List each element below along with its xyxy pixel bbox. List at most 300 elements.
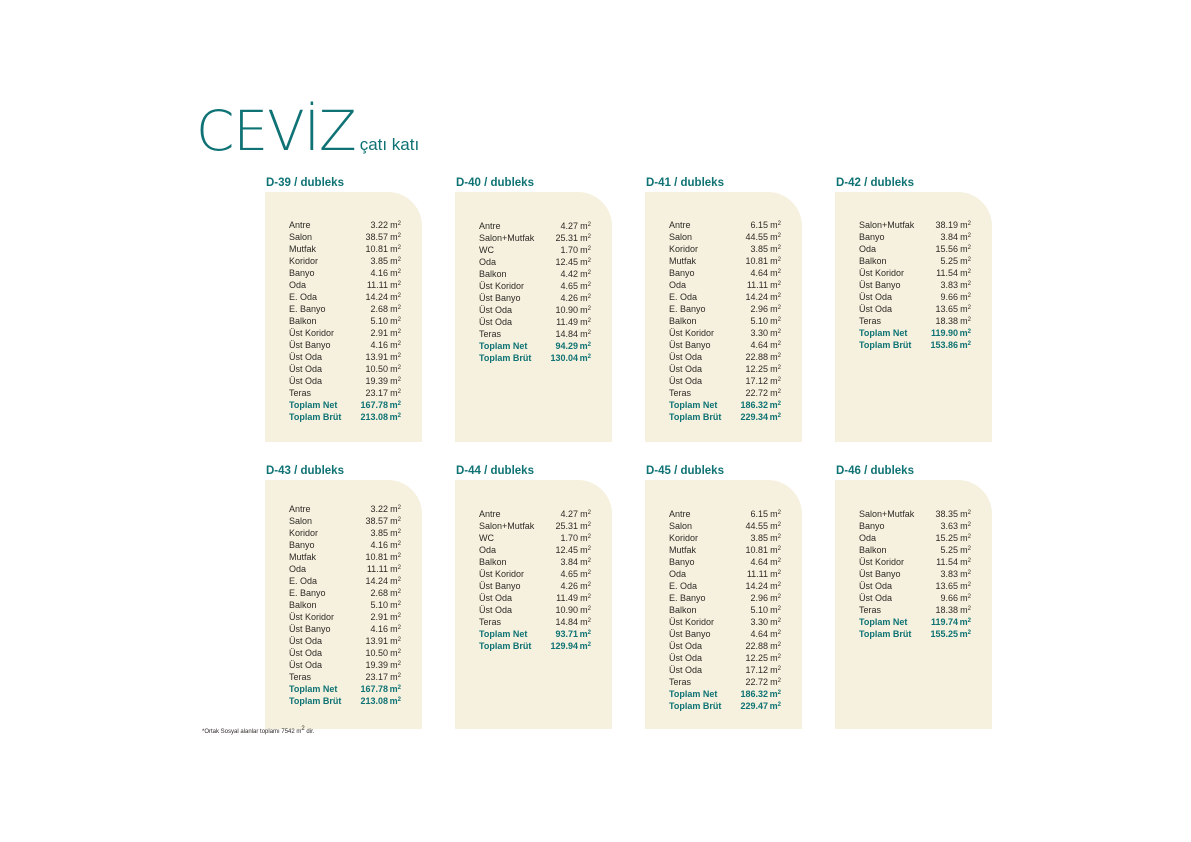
area-unit: $m^2$	[580, 617, 591, 627]
room-area: 3.22	[370, 220, 388, 230]
unit-title: D-44 / dubleks	[456, 465, 534, 477]
area-unit: $m^2$	[960, 521, 971, 531]
room-name: Üst Oda	[859, 292, 893, 302]
area-unit: $m^2$	[390, 540, 401, 550]
room-name: Oda	[289, 280, 307, 290]
room-row	[669, 303, 781, 315]
room-name: Üst Oda	[669, 653, 703, 663]
room-area: 23.17	[365, 388, 388, 398]
room-row	[289, 659, 401, 671]
room-area: 3.85	[750, 244, 768, 254]
room-row	[669, 640, 781, 652]
area-unit: $m^2$	[960, 256, 971, 266]
room-area: 10.90	[555, 305, 578, 315]
room-row	[669, 676, 781, 688]
area-table	[835, 480, 992, 729]
area-unit: $m^2$	[960, 304, 971, 314]
area-unit: $m^2$	[770, 244, 781, 254]
area-table	[645, 192, 802, 442]
room-row	[289, 255, 401, 267]
room-row	[289, 267, 401, 279]
room-row	[479, 532, 591, 544]
room-area: 14.84	[555, 617, 578, 627]
total-label: Toplam Net	[479, 629, 528, 639]
room-name: Üst Banyo	[289, 340, 331, 350]
room-area: 12.25	[745, 364, 768, 374]
room-row	[289, 575, 401, 587]
room-row	[289, 279, 401, 291]
area-unit: $m^2$	[579, 629, 591, 639]
room-name: Mutfak	[669, 545, 697, 555]
area-unit: $m^2$	[580, 293, 591, 303]
room-row	[859, 267, 971, 279]
room-name: Üst Koridor	[669, 617, 715, 627]
room-row	[669, 556, 781, 568]
room-area: 10.81	[365, 552, 388, 562]
room-area: 11.11	[746, 569, 768, 579]
area-unit: $m^2$	[960, 509, 971, 519]
room-name: Banyo	[859, 232, 885, 242]
room-row	[289, 503, 401, 515]
room-area: 38.57	[365, 516, 388, 526]
area-unit: $m^2$	[579, 641, 591, 651]
unit-title: D-39 / dubleks	[266, 177, 344, 189]
area-unit: $m^2$	[960, 232, 971, 242]
room-row	[669, 339, 781, 351]
room-row	[479, 508, 591, 520]
room-row	[669, 279, 781, 291]
room-row	[479, 520, 591, 532]
room-name: Teras	[669, 677, 692, 687]
room-row	[289, 587, 401, 599]
room-area: 5.25	[940, 545, 958, 555]
total-row	[859, 339, 971, 351]
room-area: 2.68	[370, 588, 388, 598]
room-name: Balkon	[479, 557, 507, 567]
room-name: Banyo	[289, 268, 315, 278]
project-name: CEVİZ	[196, 99, 356, 163]
room-row	[669, 267, 781, 279]
room-row	[289, 387, 401, 399]
area-unit: $m^2$	[580, 245, 591, 255]
area-unit: $m^2$	[580, 329, 591, 339]
total-value: 130.04	[550, 353, 578, 363]
area-unit: $m^2$	[580, 581, 591, 591]
room-area: 5.10	[370, 316, 388, 326]
area-unit: $m^2$	[770, 581, 781, 591]
room-name: Banyo	[289, 540, 315, 550]
area-unit: $m^2$	[960, 593, 971, 603]
area-unit: $m^2$	[580, 305, 591, 315]
room-row	[289, 363, 401, 375]
room-name: Üst Banyo	[479, 581, 521, 591]
room-row	[479, 604, 591, 616]
area-unit: $m^2$	[769, 412, 781, 422]
area-unit: $m^2$	[960, 545, 971, 555]
total-row	[289, 399, 401, 411]
area-unit: $m^2$	[390, 220, 401, 230]
room-area: 10.50	[365, 364, 388, 374]
area-unit: $m^2$	[390, 588, 401, 598]
area-unit: $m^2$	[960, 581, 971, 591]
room-row	[669, 520, 781, 532]
room-area: 2.91	[370, 328, 388, 338]
room-name: Antre	[479, 221, 501, 231]
room-row	[289, 327, 401, 339]
room-name: Koridor	[669, 533, 699, 543]
room-name: Teras	[479, 617, 502, 627]
room-area: 11.11	[746, 280, 768, 290]
room-row	[669, 255, 781, 267]
room-area: 5.25	[940, 256, 958, 266]
area-unit: $m^2$	[580, 509, 591, 519]
area-unit: $m^2$	[770, 641, 781, 651]
room-row	[479, 232, 591, 244]
room-row	[289, 243, 401, 255]
room-name: Oda	[859, 533, 877, 543]
room-name: E. Oda	[289, 576, 318, 586]
footnote: *Ortak Sosyal alanlar toplamı 7542 $m^2$ dir.	[202, 726, 315, 735]
area-unit: $m^2$	[390, 564, 401, 574]
room-row	[289, 527, 401, 539]
area-unit: $m^2$	[770, 292, 781, 302]
room-name: Antre	[289, 504, 311, 514]
room-name: Üst Banyo	[669, 340, 711, 350]
total-value: 119.90	[930, 328, 958, 338]
room-row	[479, 556, 591, 568]
room-row	[289, 563, 401, 575]
area-unit: $m^2$	[960, 292, 971, 302]
area-unit: $m^2$	[390, 388, 401, 398]
room-area: 10.90	[555, 605, 578, 615]
area-unit: $m^2$	[770, 352, 781, 362]
room-name: Oda	[479, 545, 497, 555]
room-name: Üst Oda	[289, 376, 323, 386]
area-unit: $m^2$	[960, 557, 971, 567]
room-area: 19.39	[365, 660, 388, 670]
total-value: 229.34	[740, 412, 768, 422]
room-name: E. Oda	[289, 292, 318, 302]
area-unit: $m^2$	[770, 268, 781, 278]
room-row	[669, 568, 781, 580]
room-row	[289, 671, 401, 683]
area-unit: $m^2$	[389, 412, 401, 422]
room-name: Üst Banyo	[859, 280, 901, 290]
room-name: Üst Koridor	[859, 557, 905, 567]
room-area: 6.15	[750, 220, 768, 230]
area-unit: $m^2$	[580, 533, 591, 543]
room-name: Üst Koridor	[669, 328, 715, 338]
room-area: 13.65	[935, 304, 958, 314]
total-row	[669, 688, 781, 700]
area-unit: $m^2$	[959, 629, 971, 639]
total-row	[479, 628, 591, 640]
total-label: Toplam Brüt	[669, 701, 722, 711]
room-name: Üst Koridor	[479, 569, 525, 579]
room-row	[289, 339, 401, 351]
area-table	[645, 480, 802, 729]
room-row	[479, 580, 591, 592]
room-area: 11.49	[556, 317, 578, 327]
area-table	[835, 192, 992, 442]
total-row	[859, 616, 971, 628]
total-label: Toplam Brüt	[669, 412, 722, 422]
total-label: Toplam Net	[669, 400, 718, 410]
room-area: 4.64	[750, 629, 768, 639]
total-row	[479, 352, 591, 364]
area-unit: $m^2$	[389, 696, 401, 706]
area-unit: $m^2$	[580, 269, 591, 279]
room-row	[669, 616, 781, 628]
room-row	[479, 316, 591, 328]
room-name: Üst Koridor	[289, 612, 335, 622]
room-area: 3.85	[370, 256, 388, 266]
room-row	[289, 539, 401, 551]
room-name: Üst Oda	[479, 305, 513, 315]
room-area: 3.85	[750, 533, 768, 543]
room-area: 13.65	[935, 581, 958, 591]
area-unit: $m^2$	[769, 400, 781, 410]
room-name: WC	[479, 245, 494, 255]
area-table	[455, 192, 612, 442]
area-unit: $m^2$	[770, 533, 781, 543]
room-row	[669, 508, 781, 520]
area-unit: $m^2$	[770, 316, 781, 326]
area-unit: $m^2$	[580, 569, 591, 579]
room-row	[669, 231, 781, 243]
room-name: Üst Oda	[479, 605, 513, 615]
room-area: 22.72	[745, 677, 768, 687]
area-unit: $m^2$	[959, 328, 971, 338]
room-area: 3.22	[370, 504, 388, 514]
area-unit: $m^2$	[580, 281, 591, 291]
room-area: 3.30	[750, 328, 768, 338]
area-unit: $m^2$	[770, 232, 781, 242]
area-unit: $m^2$	[580, 233, 591, 243]
area-unit: $m^2$	[770, 557, 781, 567]
room-name: WC	[479, 533, 494, 543]
unit-title: D-43 / dubleks	[266, 465, 344, 477]
room-area: 10.50	[365, 648, 388, 658]
room-area: 18.38	[935, 605, 958, 615]
unit-title: D-42 / dubleks	[836, 177, 914, 189]
area-unit: $m^2$	[390, 244, 401, 254]
room-area: 13.91	[365, 636, 388, 646]
room-name: Banyo	[669, 268, 695, 278]
area-unit: $m^2$	[960, 605, 971, 615]
room-area: 44.55	[745, 521, 768, 531]
total-value: 213.08	[360, 412, 388, 422]
area-unit: $m^2$	[390, 600, 401, 610]
room-row	[289, 219, 401, 231]
area-unit: $m^2$	[959, 340, 971, 350]
total-value: 93.71	[555, 629, 578, 639]
room-name: Koridor	[669, 244, 699, 254]
room-name: Koridor	[289, 528, 319, 538]
room-row	[289, 515, 401, 527]
room-area: 9.66	[940, 593, 958, 603]
room-area: 18.38	[935, 316, 958, 326]
room-row	[479, 268, 591, 280]
room-area: 4.27	[560, 221, 578, 231]
area-unit: $m^2$	[390, 648, 401, 658]
room-area: 2.96	[750, 304, 768, 314]
room-row	[669, 664, 781, 676]
room-name: Mutfak	[289, 552, 317, 562]
room-area: 14.24	[365, 292, 388, 302]
room-name: Balkon	[859, 545, 887, 555]
room-area: 3.63	[940, 521, 958, 531]
room-row	[859, 231, 971, 243]
total-value: 186.32	[740, 689, 768, 699]
room-row	[289, 231, 401, 243]
room-name: Üst Banyo	[289, 624, 331, 634]
room-area: 14.84	[555, 329, 578, 339]
room-area: 5.10	[750, 605, 768, 615]
room-name: Salon	[669, 521, 693, 531]
total-row	[669, 399, 781, 411]
room-row	[289, 599, 401, 611]
room-area: 25.31	[555, 233, 578, 243]
room-row	[859, 520, 971, 532]
room-row	[669, 628, 781, 640]
room-name: Balkon	[669, 316, 697, 326]
room-area: 4.16	[370, 268, 388, 278]
room-name: Üst Oda	[859, 581, 893, 591]
area-unit: $m^2$	[770, 569, 781, 579]
room-area: 5.10	[370, 600, 388, 610]
area-unit: $m^2$	[770, 256, 781, 266]
room-area: 1.70	[560, 245, 578, 255]
room-row	[669, 363, 781, 375]
room-area: 12.45	[555, 545, 578, 555]
total-value: 167.78	[360, 400, 388, 410]
area-unit: $m^2$	[770, 605, 781, 615]
room-area: 3.83	[940, 569, 958, 579]
room-name: Üst Oda	[289, 636, 323, 646]
total-label: Toplam Brüt	[479, 353, 532, 363]
room-area: 19.39	[365, 376, 388, 386]
room-name: Üst Oda	[669, 364, 703, 374]
room-row	[289, 635, 401, 647]
room-name: Üst Koridor	[859, 268, 905, 278]
area-unit: $m^2$	[390, 304, 401, 314]
total-label: Toplam Net	[669, 689, 718, 699]
area-unit: $m^2$	[770, 629, 781, 639]
room-name: Teras	[859, 605, 882, 615]
room-area: 9.66	[940, 292, 958, 302]
area-unit: $m^2$	[770, 521, 781, 531]
area-unit: $m^2$	[390, 624, 401, 634]
room-area: 4.65	[560, 281, 578, 291]
room-row	[479, 280, 591, 292]
area-unit: $m^2$	[390, 364, 401, 374]
room-row	[859, 568, 971, 580]
room-area: 4.64	[750, 340, 768, 350]
total-value: 167.78	[360, 684, 388, 694]
room-name: Teras	[289, 672, 312, 682]
area-unit: $m^2$	[390, 552, 401, 562]
room-area: 1.70	[560, 533, 578, 543]
area-unit: $m^2$	[579, 341, 591, 351]
room-row	[859, 508, 971, 520]
area-unit: $m^2$	[580, 545, 591, 555]
room-row	[669, 327, 781, 339]
room-area: 4.27	[560, 509, 578, 519]
room-area: 3.85	[370, 528, 388, 538]
area-unit: $m^2$	[390, 256, 401, 266]
room-name: Üst Oda	[669, 665, 703, 675]
room-area: 11.54	[936, 268, 958, 278]
room-row	[479, 304, 591, 316]
room-row	[479, 544, 591, 556]
room-row	[859, 532, 971, 544]
area-unit: $m^2$	[390, 352, 401, 362]
area-unit: $m^2$	[960, 244, 971, 254]
room-name: E. Banyo	[289, 588, 326, 598]
room-row	[859, 592, 971, 604]
room-row	[479, 568, 591, 580]
total-row	[289, 695, 401, 707]
room-name: Salon+Mutfak	[479, 521, 535, 531]
area-unit: $m^2$	[390, 636, 401, 646]
room-row	[669, 592, 781, 604]
room-area: 44.55	[745, 232, 768, 242]
room-area: 38.35	[935, 509, 958, 519]
total-row	[859, 327, 971, 339]
room-name: Antre	[669, 509, 691, 519]
room-row	[479, 292, 591, 304]
total-value: 129.94	[550, 641, 578, 651]
room-row	[289, 551, 401, 563]
room-name: E. Oda	[669, 581, 698, 591]
area-unit: $m^2$	[959, 617, 971, 627]
area-unit: $m^2$	[390, 292, 401, 302]
area-unit: $m^2$	[960, 316, 971, 326]
room-area: 4.26	[560, 293, 578, 303]
room-row	[479, 592, 591, 604]
total-label: Toplam Brüt	[859, 340, 912, 350]
area-unit: $m^2$	[769, 689, 781, 699]
area-table	[455, 480, 612, 729]
room-area: 6.15	[750, 509, 768, 519]
room-name: Teras	[479, 329, 502, 339]
room-area: 10.81	[745, 545, 768, 555]
room-row	[859, 303, 971, 315]
room-name: E. Banyo	[669, 593, 706, 603]
room-row	[289, 623, 401, 635]
area-unit: $m^2$	[389, 684, 401, 694]
room-row	[859, 556, 971, 568]
area-unit: $m^2$	[770, 376, 781, 386]
room-row	[859, 291, 971, 303]
room-name: Üst Banyo	[669, 629, 711, 639]
room-name: Üst Oda	[289, 352, 323, 362]
area-unit: $m^2$	[390, 232, 401, 242]
room-name: E. Banyo	[289, 304, 326, 314]
room-row	[289, 611, 401, 623]
total-value: 213.08	[360, 696, 388, 706]
total-row	[669, 411, 781, 423]
room-row	[479, 220, 591, 232]
room-area: 2.91	[370, 612, 388, 622]
area-unit: $m^2$	[769, 701, 781, 711]
room-row	[669, 652, 781, 664]
room-row	[669, 351, 781, 363]
room-area: 22.88	[745, 352, 768, 362]
area-unit: $m^2$	[770, 509, 781, 519]
room-row	[669, 291, 781, 303]
